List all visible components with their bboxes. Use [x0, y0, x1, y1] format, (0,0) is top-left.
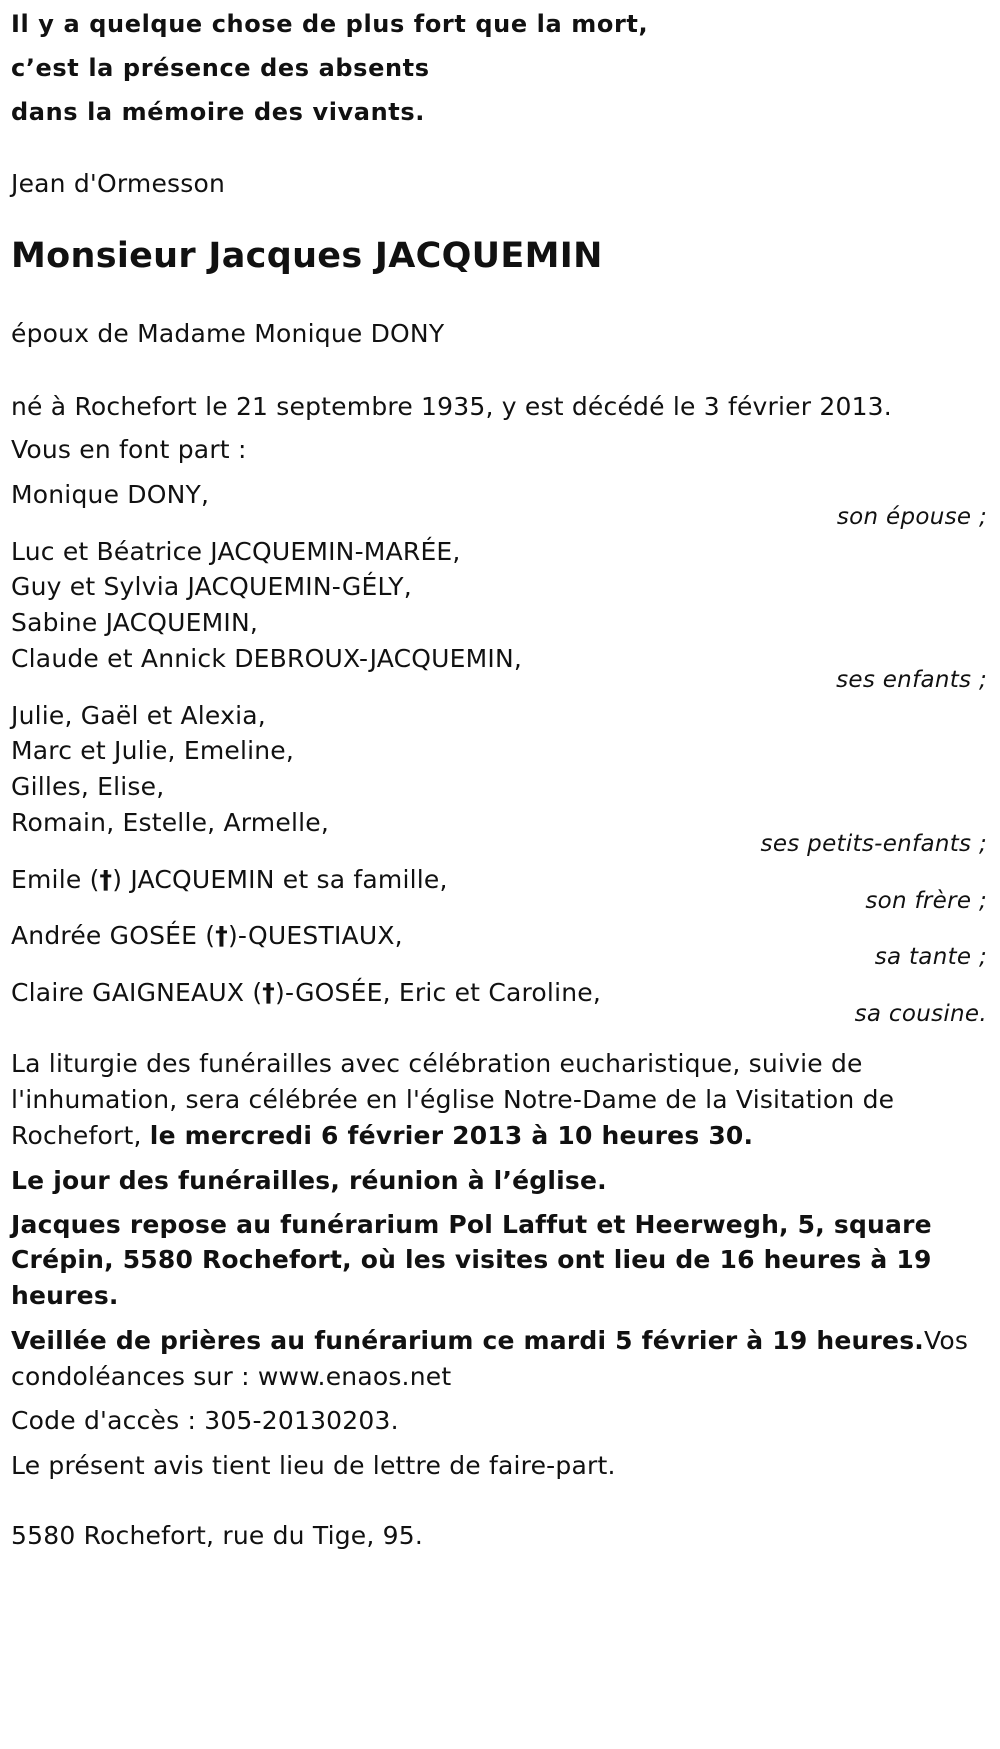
vigil-line	[11, 1325, 968, 1357]
liturgy-line-1: La liturgie des funérailles avec célébration eucharistique, suivie de	[11, 1049, 863, 1078]
cross-icon: †	[99, 865, 113, 894]
liturgy-line-3	[11, 1120, 753, 1152]
condolences-line: condoléances sur : www.enaos.net	[11, 1362, 452, 1391]
quote-line-2: c’est la présence des absents	[11, 54, 430, 82]
aunt-line	[11, 920, 403, 952]
notice-line: Le présent avis tient lieu de lettre de faire-part.	[11, 1451, 616, 1480]
grandchild-line-3: Gilles, Elise,	[11, 772, 165, 801]
brother-line	[11, 864, 448, 896]
vigil-text: Veillée de prières au funérarium ce mardi 5 février à 19 heures.	[11, 1326, 924, 1355]
vigil-tail: Vos	[923, 1326, 969, 1355]
grandchild-line-1: Julie, Gaël et Alexia,	[11, 701, 266, 730]
quote-line-3: dans la mémoire des vivants.	[11, 98, 425, 126]
deceased-name: Monsieur Jacques JACQUEMIN	[11, 236, 603, 276]
spouse-relation: son épouse ;	[836, 504, 987, 530]
birth-death-line: né à Rochefort le 21 septembre 1935, y est décédé le 3 février 2013.	[11, 392, 892, 421]
meeting-line: Le jour des funérailles, réunion à l’église.	[11, 1166, 607, 1195]
quote-line-1: Il y a quelque chose de plus fort que la mort,	[11, 10, 649, 38]
spouse-line: époux de Madame Monique DONY	[11, 319, 445, 348]
spouse-name: Monique DONY,	[11, 480, 210, 509]
child-line-2: Guy et Sylvia JACQUEMIN-GÉLY,	[11, 572, 412, 601]
aunt-name-end: )-QUESTIAUX,	[227, 921, 403, 950]
cross-icon: †	[215, 921, 228, 950]
cousin-relation: sa cousine.	[854, 1001, 987, 1027]
access-code-line: Code d'accès : 305-20130203.	[11, 1406, 399, 1435]
child-line-1: Luc et Béatrice JACQUEMIN-MARÉE,	[11, 537, 461, 566]
child-line-3: Sabine JACQUEMIN,	[11, 608, 258, 637]
aunt-relation: sa tante ;	[874, 944, 987, 970]
liturgy-date: le mercredi 6 février 2013 à 10 heures 30.	[149, 1121, 754, 1150]
liturgy-line-2: l'inhumation, sera célébrée en l'église Notre-Dame de la Visitation de	[11, 1085, 895, 1114]
repose-line-2: Crépin, 5580 Rochefort, où les visites ont lieu de 16 heures à 19	[11, 1245, 932, 1274]
repose-line-1: Jacques repose au funérarium Pol Laffut et Heerwegh, 5, square	[11, 1210, 932, 1239]
address-line: 5580 Rochefort, rue du Tige, 95.	[11, 1521, 424, 1550]
aunt-name-start: Andrée GOSÉE (	[11, 921, 216, 950]
cousin-name-end: )-GOSÉE, Eric et Caroline,	[274, 978, 601, 1007]
brother-name-start: Emile (	[11, 865, 100, 894]
brother-name-end: ) JACQUEMIN et sa famille,	[112, 865, 448, 894]
brother-relation: son frère ;	[865, 888, 987, 914]
quote-author: Jean d'Ormesson	[11, 169, 226, 198]
cousin-name-start: Claire GAIGNEAUX (	[11, 978, 263, 1007]
repose-line-3: heures.	[11, 1281, 119, 1310]
child-line-4: Claude et Annick DEBROUX-JACQUEMIN,	[11, 644, 523, 673]
grandchildren-relation: ses petits-enfants ;	[760, 831, 987, 857]
children-relation: ses enfants ;	[836, 667, 987, 693]
liturgy-place: Rochefort,	[11, 1121, 150, 1150]
grandchild-line-4: Romain, Estelle, Armelle,	[11, 808, 329, 837]
cousin-line	[11, 977, 601, 1009]
grandchild-line-2: Marc et Julie, Emeline,	[11, 736, 295, 765]
announce-line: Vous en font part :	[11, 435, 247, 464]
cross-icon: †	[262, 978, 275, 1007]
